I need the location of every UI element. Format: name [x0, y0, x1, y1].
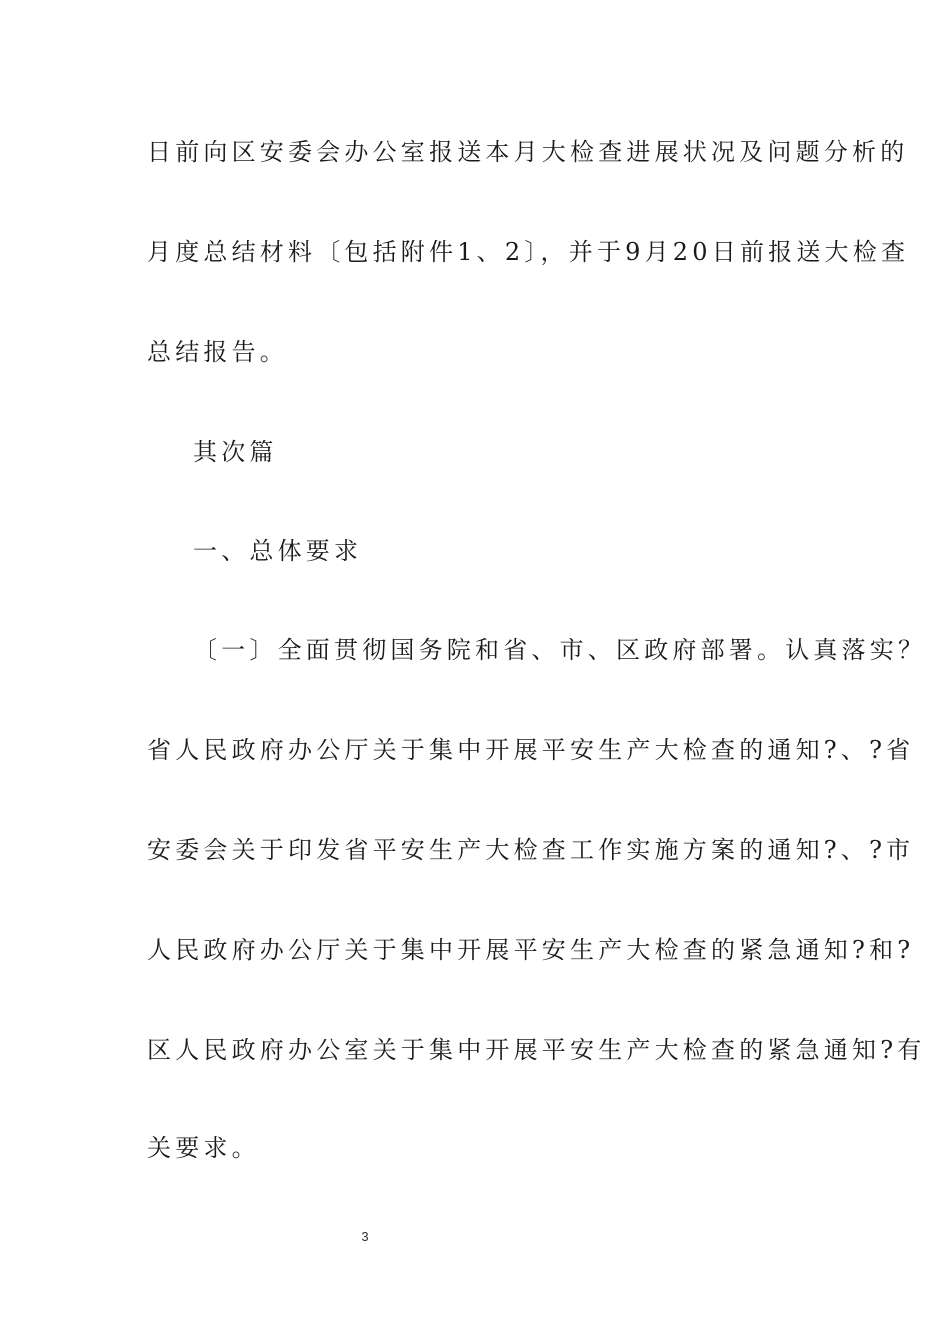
body-text-line: 安委会关于印发省平安生产大检查工作实施方案的通知?、?市	[147, 836, 915, 864]
body-text-line: 关要求。	[147, 1134, 260, 1162]
body-text-line: 日前向区安委会办公室报送本月大检查进展状况及问题分析的	[147, 138, 909, 166]
subsection-heading: 一、总体要求	[193, 537, 363, 565]
body-text-line: 总结报告。	[147, 338, 288, 366]
body-text-line: 人民政府办公厅关于集中开展平安生产大检查的紧急通知?和?	[147, 936, 915, 964]
section-heading: 其次篇	[193, 438, 278, 466]
body-text-line: 省人民政府办公厅关于集中开展平安生产大检查的通知?、?省	[147, 736, 915, 764]
body-text-line: 区人民政府办公室关于集中开展平安生产大检查的紧急通知?有	[147, 1036, 926, 1064]
body-text-line: 〔一〕全面贯彻国务院和省、市、区政府部署。认真落实？	[193, 636, 927, 664]
page-number: 3	[361, 1229, 369, 1244]
body-text-line: 月度总结材料〔包括附件1、2〕，并于9月20日前报送大检查	[147, 238, 910, 266]
